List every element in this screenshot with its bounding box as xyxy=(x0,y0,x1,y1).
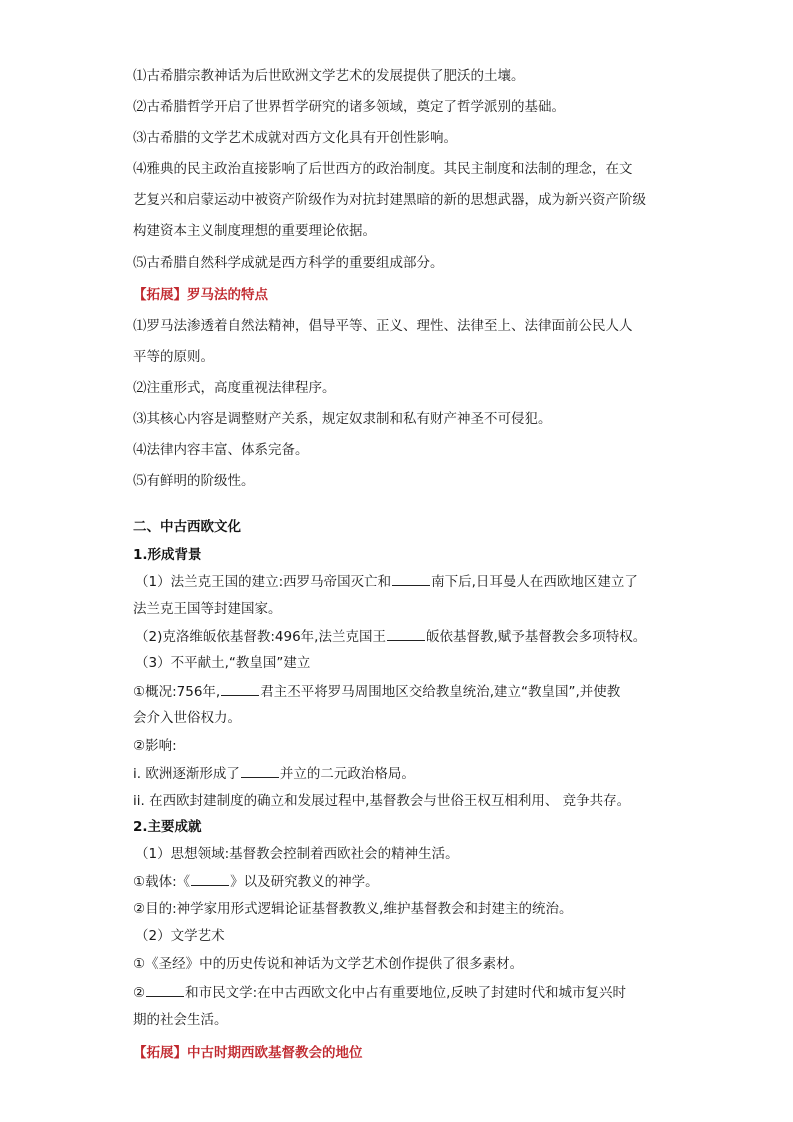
fill-blank[interactable] xyxy=(387,628,425,641)
subsection-heading: 1.形成背景 xyxy=(133,547,202,563)
paragraph-line: 艺复兴和启蒙运动中被资产阶级作为对抗封建黑暗的新的思想武器，成为新兴资产阶级 xyxy=(133,192,646,208)
paragraph-line: ⑷雅典的民主政治直接影响了后世西方的政治制度。其民主制度和法制的理念，在文 xyxy=(133,161,633,177)
paragraph-line: ⑴古希腊宗教神话为后世欧洲文学艺术的发展提供了肥沃的土壤。 xyxy=(133,68,525,84)
fill-blank[interactable] xyxy=(241,765,279,778)
paragraph-line: ⑸有鲜明的阶级性。 xyxy=(133,473,255,489)
paragraph-line: ⑶其核心内容是调整财产关系，规定奴隶制和私有财产神圣不可侵犯。 xyxy=(133,411,552,427)
paragraph-line: ⑴罗马法渗透着自然法精神，倡导平等、正义、理性、法律至上、法律面前公民人人 xyxy=(133,318,633,334)
paragraph-line: ①概况:756年, 君主丕平将罗马周围地区交给教皇统治,建立“教皇国”,并使教 xyxy=(133,684,621,700)
paragraph-line: 期的社会生活。 xyxy=(133,1012,228,1028)
paragraph-line: i. 欧洲逐渐形成了 并立的二元政治格局。 xyxy=(133,766,415,782)
paragraph-line: ①载体:《 》以及研究教义的神学。 xyxy=(133,874,379,890)
paragraph-line: ⑸古希腊自然科学成就是西方科学的重要组成部分。 xyxy=(133,255,444,271)
extension-heading: 【拓展】罗马法的特点 xyxy=(133,287,268,303)
extension-heading: 【拓展】中古时期西欧基督教会的地位 xyxy=(133,1045,363,1061)
paragraph-line: 法兰克王国等封建国家。 xyxy=(133,601,282,617)
paragraph-line: ②影响: xyxy=(133,738,177,754)
paragraph-line: （2）文学艺术 xyxy=(135,928,225,944)
paragraph-line: ⑷法律内容丰富、体系完备。 xyxy=(133,442,309,458)
fill-blank[interactable] xyxy=(221,683,259,696)
paragraph-line: 平等的原则。 xyxy=(133,349,214,365)
paragraph-line: （1）思想领域:基督教会控制着西欧社会的精神生活。 xyxy=(135,846,459,862)
paragraph-line: （1）法兰克王国的建立:西罗马帝国灭亡和 南下后,日耳曼人在西欧地区建立了 xyxy=(135,574,638,590)
paragraph-line: ①《圣经》中的历史传说和神话为文学艺术创作提供了很多素材。 xyxy=(133,956,524,972)
paragraph-line: ⑶古希腊的文学艺术成就对西方文化具有开创性影响。 xyxy=(133,130,457,146)
paragraph-line: 构建资本主义制度理想的重要理论依据。 xyxy=(133,223,376,239)
paragraph-line: （3）不平献土,“教皇国”建立 xyxy=(135,655,311,671)
paragraph-line: ②目的:神学家用形式逻辑论证基督教教义,维护基督教会和封建主的统治。 xyxy=(133,901,573,917)
paragraph-line: ② 和市民文学:在中古西欧文化中占有重要地位,反映了封建时代和城市复兴时 xyxy=(133,985,626,1001)
fill-blank[interactable] xyxy=(392,573,430,586)
paragraph-line: 会介入世俗权力。 xyxy=(133,710,241,726)
section-heading: 二、中古西欧文化 xyxy=(133,519,241,535)
fill-blank[interactable] xyxy=(191,873,229,886)
subsection-heading: 2.主要成就 xyxy=(133,819,202,835)
fill-blank[interactable] xyxy=(146,984,184,997)
paragraph-line: ⑵注重形式，高度重视法律程序。 xyxy=(133,380,336,396)
paragraph-line: ⑵古希腊哲学开启了世界哲学研究的诸多领域，奠定了哲学派别的基础。 xyxy=(133,99,565,115)
paragraph-line: ii. 在西欧封建制度的确立和发展过程中,基督教会与世俗王权互相利用、 竞争共存。 xyxy=(133,793,631,809)
paragraph-line: （2)克洛维皈依基督教:496年,法兰克国王 皈依基督教,赋予基督教会多项特权。 xyxy=(135,629,647,645)
